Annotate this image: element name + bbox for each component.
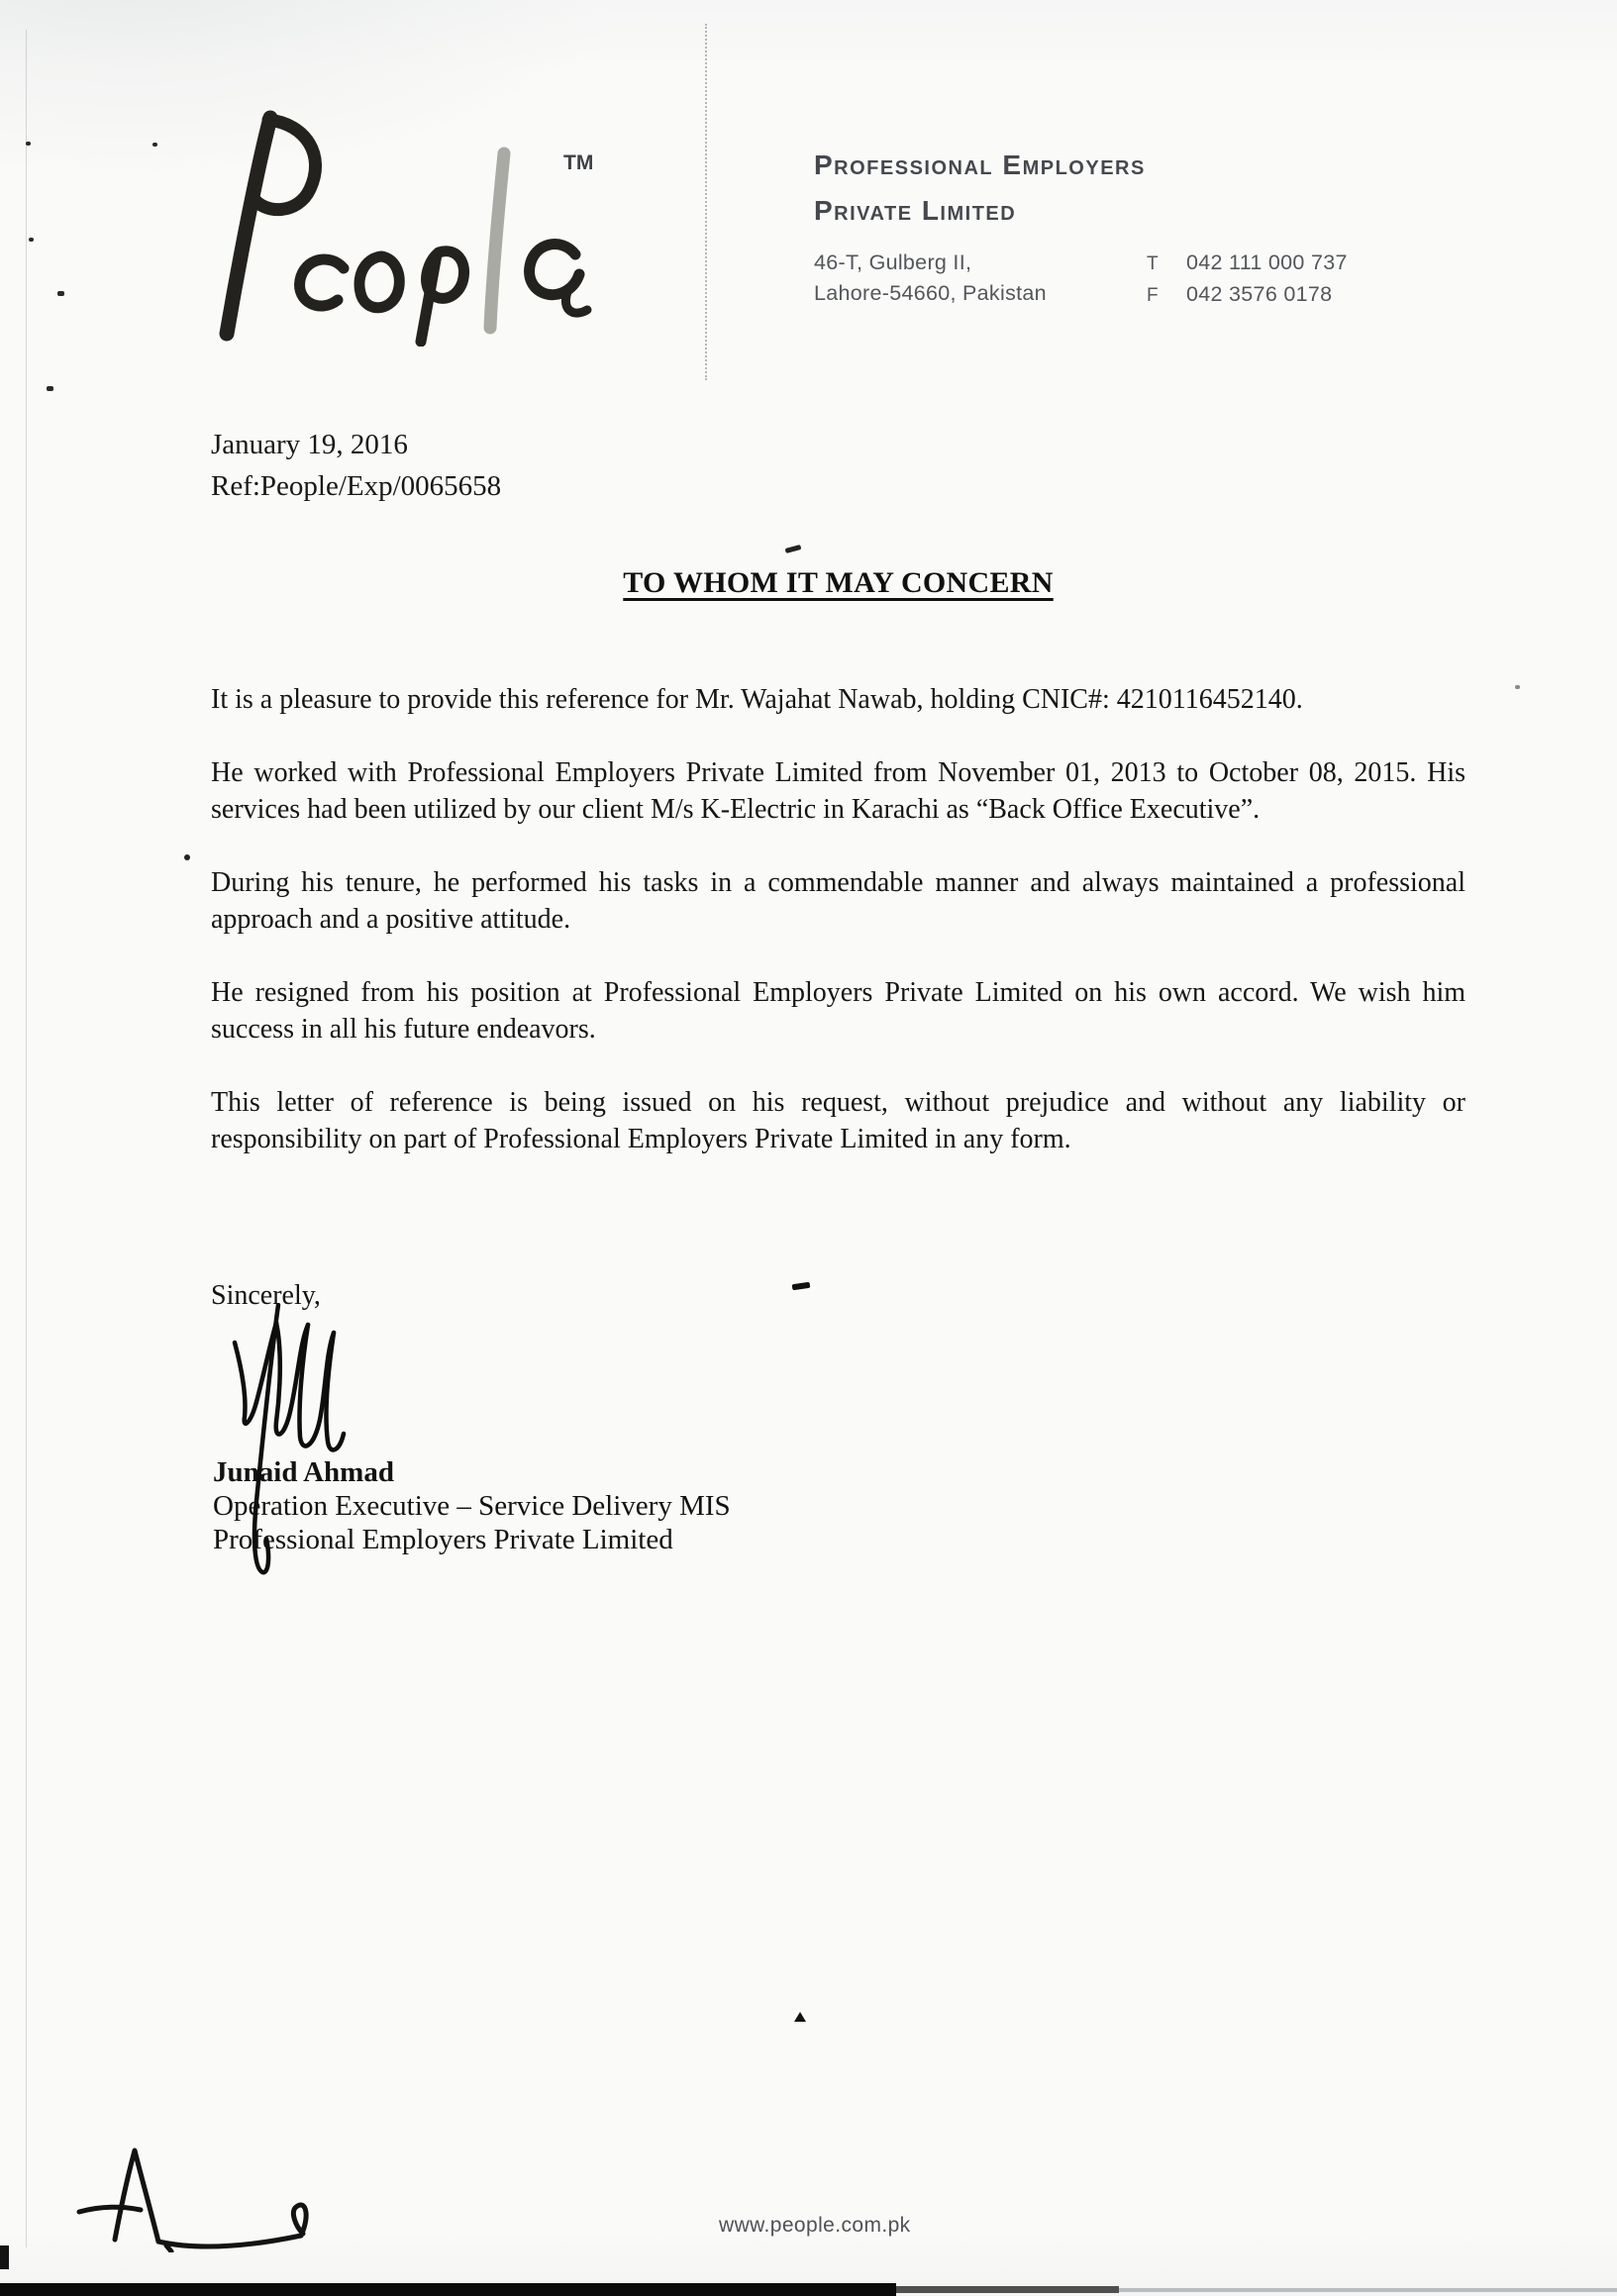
scan-edge-mark — [0, 2246, 9, 2269]
fax-number: 042 3576 0178 — [1186, 282, 1333, 306]
paragraph-3: During his tenure, he performed his tasks in a commendable manner and always maintained a professional approach and a positive attitude. — [211, 867, 1465, 935]
letter-reference: Ref:People/Exp/0065658 — [211, 470, 502, 502]
scan-speck — [184, 854, 190, 860]
date-block — [211, 424, 501, 507]
scan-edge-line — [26, 30, 27, 2247]
header-divider — [705, 24, 707, 380]
scan-bottom-bar-mid — [896, 2286, 1119, 2293]
scan-speck — [29, 238, 34, 242]
scan-speck — [57, 291, 64, 296]
scan-speck — [47, 386, 53, 391]
people-logo — [203, 104, 599, 347]
signer-name: Junaid Ahmad — [213, 1456, 394, 1488]
company-name-line2: Private Limited — [814, 195, 1017, 226]
scan-speck — [26, 142, 31, 146]
paragraph-1: It is a pleasure to provide this reference for Mr. Wajahat Nawab, holding CNIC#: 4210116452140. — [211, 684, 1303, 715]
paragraph-4: He resigned from his position at Professional Employers Private Limited on his own accord. We wish him success in all his future endeavors. — [211, 977, 1465, 1045]
closing-salutation: Sincerely, — [211, 1280, 321, 1311]
trademark-symbol: TM — [563, 151, 594, 174]
company-address — [814, 248, 1047, 309]
scan-bottom-bar — [0, 2283, 896, 2296]
phone-row — [1147, 248, 1348, 279]
address-line1: 46-T, Gulberg II, — [814, 250, 972, 274]
scan-speck — [152, 143, 157, 147]
scan-speck — [794, 2012, 806, 2022]
company-contacts — [1147, 248, 1348, 311]
scan-speck — [792, 1282, 811, 1290]
scan-speck — [1515, 685, 1520, 689]
fax-row — [1147, 279, 1348, 311]
company-name-line1: Professional Employers — [814, 150, 1146, 180]
scan-bottom-bar-light — [1119, 2288, 1617, 2292]
scan-speck — [785, 545, 802, 553]
signer-title: Operation Executive – Service Delivery MIS — [213, 1490, 731, 1522]
signer-company: Professional Employers Private Limited — [213, 1524, 673, 1555]
address-line2: Lahore-54660, Pakistan — [814, 281, 1047, 305]
company-name — [814, 143, 1146, 234]
letter-date: January 19, 2016 — [211, 429, 408, 460]
paragraph-5: This letter of reference is being issued on his request, without prejudice and without any liability or responsibility on part of Professional Employers Private Limited in any form. — [211, 1087, 1465, 1154]
handwritten-initials-mark — [71, 2139, 354, 2252]
paragraph-2: He worked with Professional Employers Private Limited from November 01, 2013 to October 08, 2015. His services had been utilized by our client M/s K-Electric in Karachi as “Back Office Executive”. — [211, 757, 1465, 825]
website-url: www.people.com.pk — [719, 2214, 911, 2237]
letter-title: TO WHOM IT MAY CONCERN — [623, 566, 1054, 599]
fax-label: F — [1147, 285, 1159, 306]
phone-label: T — [1147, 253, 1159, 274]
letter-body — [211, 681, 1465, 1194]
phone-number: 042 111 000 737 — [1186, 250, 1348, 274]
handwritten-signature — [223, 1303, 356, 1585]
